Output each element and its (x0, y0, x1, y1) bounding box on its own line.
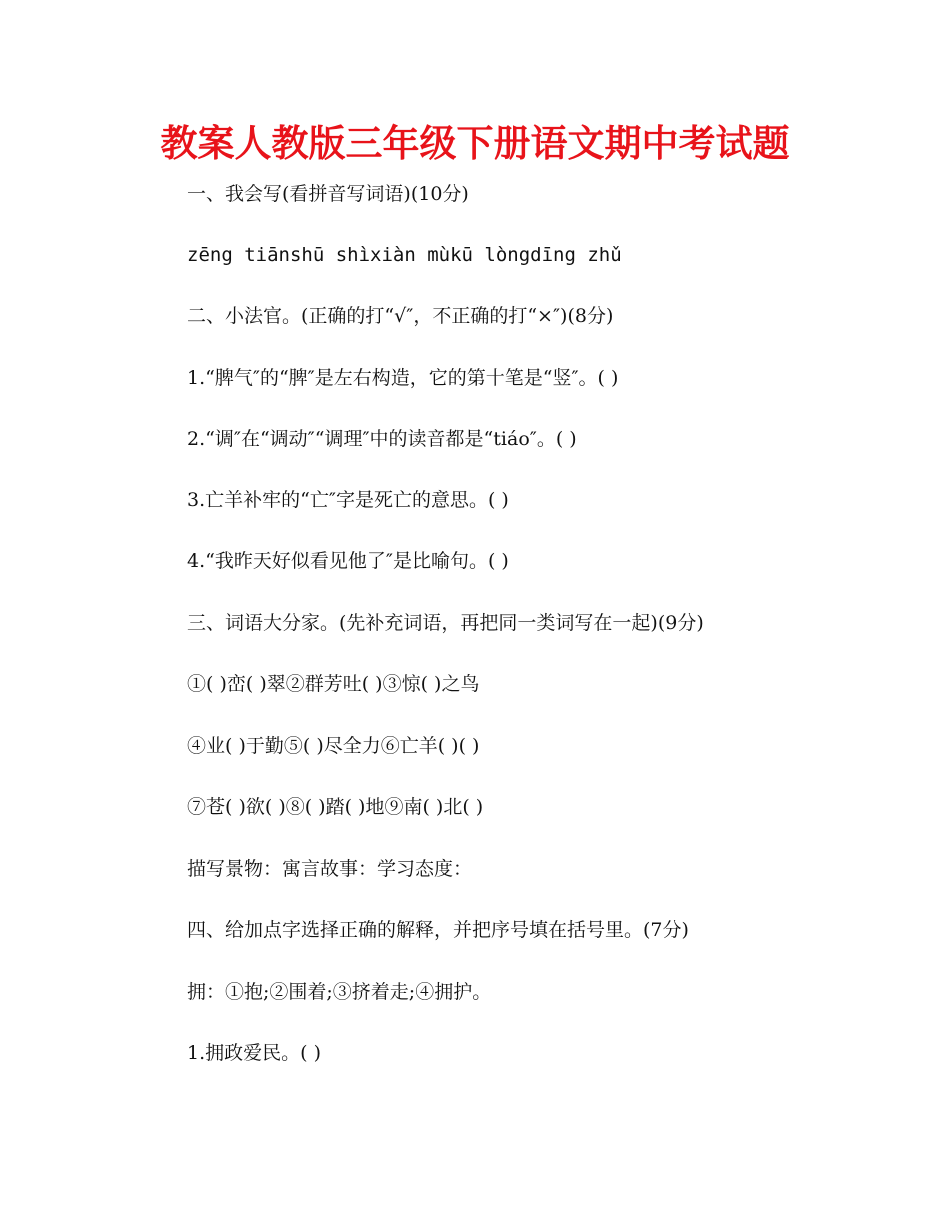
idiom-row-3: ⑦苍( )欲( )⑧( )踏( )地⑨南( )北( ) (187, 796, 484, 818)
idiom-row-1: ①( )峦( )翠②群芳吐( )③惊( )之鸟 (187, 673, 480, 695)
idiom-row-2: ④业( )于勤⑤( )尽全力⑥亡羊( )( ) (187, 735, 480, 757)
question-2-2: 2.“调″在“调动″“调理″中的读音都是“tiáo″。( ) (187, 428, 577, 450)
section-4-heading: 四、给加点字选择正确的解释，并把序号填在括号里。(7分) (187, 919, 689, 941)
section-1-heading: 一、我会写(看拼音写词语)(10分) (187, 183, 469, 205)
question-2-3: 3.亡羊补牢的“亡″字是死亡的意思。( ) (187, 489, 509, 511)
question-2-1: 1.“脾气″的“脾″是左右构造，它的第十笔是“竖″。( ) (187, 367, 619, 389)
section-3-heading: 三、词语大分家。(先补充词语，再把同一类词写在一起)(9分) (187, 612, 704, 634)
question-2-4: 4.“我昨天好似看见他了″是比喻句。( ) (187, 550, 509, 572)
document-title: 教案人教版三年级下册语文期中考试题 (160, 122, 790, 165)
question-4-1: 1.拥政爱民。( ) (187, 1042, 321, 1064)
category-labels: 描写景物：寓言故事：学习态度： (187, 858, 473, 880)
pinyin-line: zēng tiānshū shìxiàn mùkū lòngdīng zhǔ (187, 244, 622, 266)
section-2-heading: 二、小法官。(正确的打“√″，不正确的打“×″)(8分) (187, 305, 614, 327)
definition-line: 拥：①抱;②围着;③挤着走;④拥护。 (187, 981, 492, 1003)
